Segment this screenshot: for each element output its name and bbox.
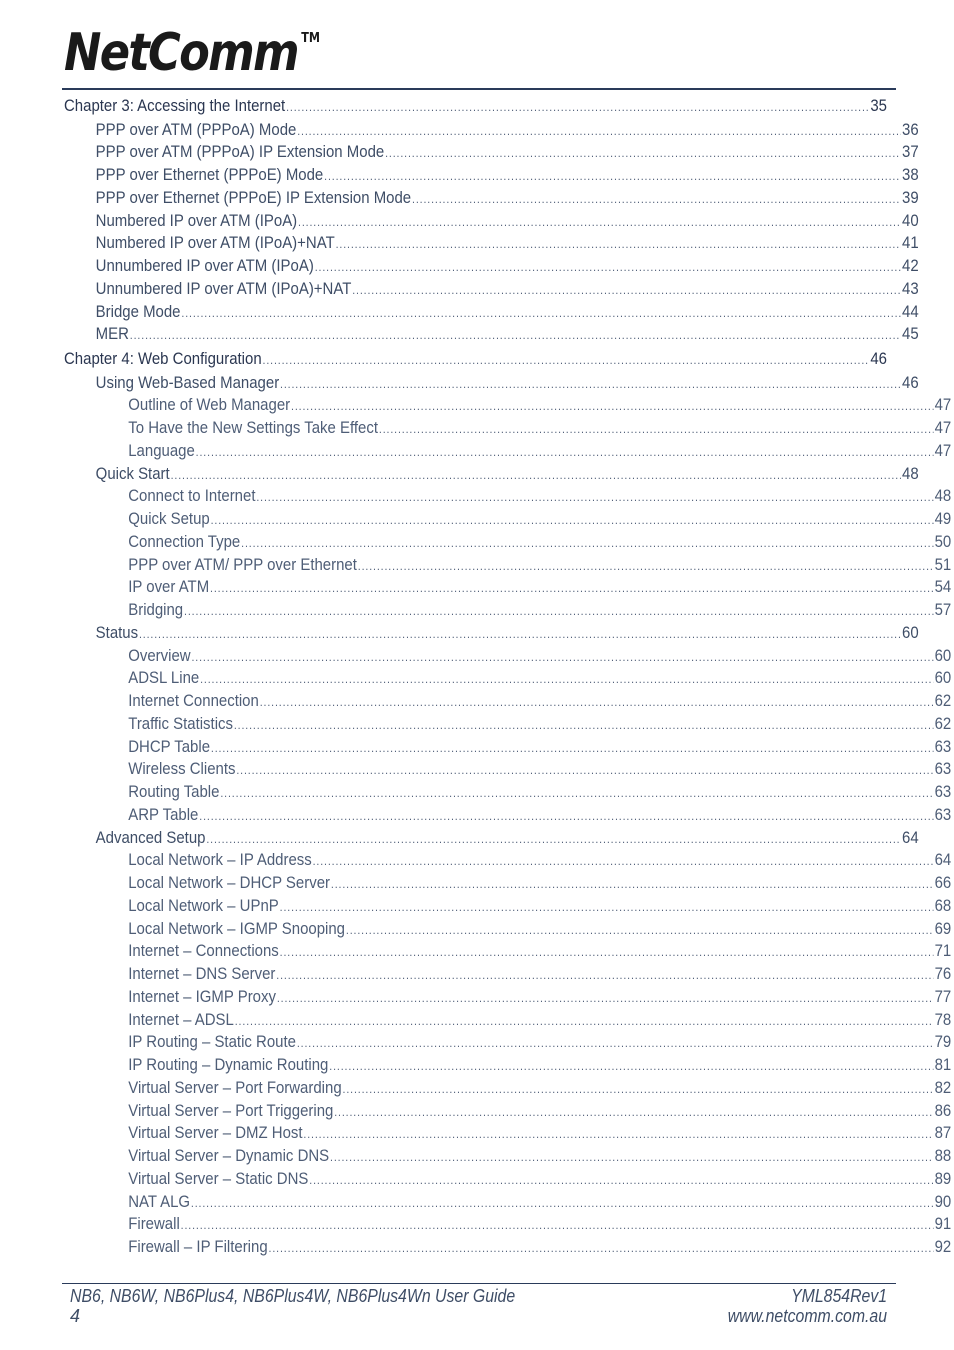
toc-leader-dots xyxy=(336,233,902,256)
toc-entry-page: 35 xyxy=(870,96,887,115)
toc-leader-dots xyxy=(334,1101,933,1124)
toc-entry[interactable] xyxy=(64,804,951,827)
toc-entry-page: 47 xyxy=(934,395,952,415)
toc-entry-title: Local Network – DHCP Server xyxy=(128,873,331,892)
toc-entry-title: Bridge Mode xyxy=(95,301,181,321)
toc-leader-dots xyxy=(276,964,933,987)
toc-entry[interactable] xyxy=(64,164,919,187)
toc-entry-page: 77 xyxy=(934,986,952,1006)
toc-entry-page: 82 xyxy=(934,1077,952,1097)
toc-leader-dots xyxy=(297,120,901,143)
toc-entry[interactable] xyxy=(64,372,919,395)
toc-entry[interactable] xyxy=(64,301,919,324)
toc-leader-dots xyxy=(286,95,869,121)
toc-chapter-entry[interactable] xyxy=(64,93,887,119)
toc-entry[interactable] xyxy=(64,667,951,690)
toc-entry[interactable] xyxy=(64,1122,951,1145)
toc-entry[interactable] xyxy=(64,440,951,463)
footer-rule xyxy=(62,1283,896,1284)
toc-entry-title: Firewall – IP Filtering xyxy=(128,1237,268,1256)
toc-leader-dots xyxy=(330,1146,934,1169)
toc-entry[interactable] xyxy=(64,232,919,255)
toc-entry[interactable] xyxy=(64,554,951,577)
toc-entry-title: PPP over ATM (PPPoA) IP Extension Mode xyxy=(95,142,385,162)
toc-entry-title: Firewall xyxy=(128,1214,180,1234)
toc-entry-title: Local Network – IP Address xyxy=(128,850,312,870)
toc-leader-dots xyxy=(211,737,934,760)
toc-entry-page: 62 xyxy=(934,691,952,710)
toc-entry[interactable] xyxy=(64,141,919,164)
toc-entry[interactable] xyxy=(64,645,951,668)
toc-entry[interactable] xyxy=(64,1009,951,1032)
toc-entry-page: 64 xyxy=(902,827,919,847)
toc-entry-title: IP Routing – Static Route xyxy=(128,1032,296,1052)
toc-entry-title: Virtual Server – Port Forwarding xyxy=(128,1077,342,1097)
toc-leader-dots xyxy=(343,1078,934,1101)
toc-entry-title: Virtual Server – Port Triggering xyxy=(128,1100,334,1120)
toc-leader-dots xyxy=(256,486,933,509)
toc-entry[interactable] xyxy=(64,622,919,645)
toc-leader-dots xyxy=(280,373,901,396)
toc-entry-page: 45 xyxy=(902,324,919,344)
toc-leader-dots xyxy=(130,324,901,347)
toc-leader-dots xyxy=(329,1055,933,1078)
toc-entry-title: ARP Table xyxy=(128,804,199,824)
toc-entry-title: Traffic Statistics xyxy=(128,713,233,733)
footer-doc-code: YML854Rev1 xyxy=(791,1286,887,1306)
toc-leader-dots xyxy=(191,646,933,669)
toc-entry-page: 43 xyxy=(902,278,919,298)
toc-entry[interactable] xyxy=(64,210,919,233)
toc-entry-page: 63 xyxy=(934,736,952,756)
toc-leader-dots xyxy=(298,211,901,234)
toc-entry-page: 39 xyxy=(902,187,919,207)
toc-leader-dots xyxy=(191,1192,934,1215)
toc-entry-page: 86 xyxy=(934,1100,952,1120)
toc-entry-title: Internet – DNS Server xyxy=(128,964,276,983)
toc-entry-title: Connect to Internet xyxy=(128,486,256,506)
toc-entry-title: Unnumbered IP over ATM (IPoA)+NAT xyxy=(95,278,352,298)
toc-leader-dots xyxy=(412,188,901,211)
toc-entry-title: Routing Table xyxy=(128,782,220,801)
toc-leader-dots xyxy=(200,668,934,691)
toc-entry-title: IP over ATM xyxy=(128,577,210,597)
toc-entry-page: 44 xyxy=(902,301,919,321)
toc-leader-dots xyxy=(199,805,933,828)
toc-entry-page: 81 xyxy=(934,1055,952,1074)
toc-entry[interactable] xyxy=(64,758,951,781)
toc-entry-page: 47 xyxy=(934,440,952,460)
toc-entry-page: 88 xyxy=(934,1146,952,1165)
toc-entry-title: Internet Connection xyxy=(128,691,259,710)
toc-entry-page: 54 xyxy=(934,577,952,597)
toc-entry-title: NAT ALG xyxy=(128,1191,191,1211)
toc-entry-page: 68 xyxy=(934,895,952,915)
footer-page-number: 4 xyxy=(70,1306,81,1326)
toc-leader-dots xyxy=(352,279,901,302)
toc-leader-dots xyxy=(303,1123,933,1146)
toc-leader-dots xyxy=(139,623,901,646)
toc-leader-dots xyxy=(280,941,934,964)
toc-entry-page: 69 xyxy=(934,918,952,938)
netcomm-logo xyxy=(64,22,320,84)
toc-entry-title: IP Routing – Dynamic Routing xyxy=(128,1055,329,1074)
toc-entry[interactable] xyxy=(64,119,919,142)
toc-entry[interactable] xyxy=(64,713,951,736)
toc-entry-title: Unnumbered IP over ATM (IPoA) xyxy=(95,256,314,275)
toc-leader-dots xyxy=(309,1169,933,1192)
toc-entry-title: Wireless Clients xyxy=(128,759,236,779)
toc-entry-page: 47 xyxy=(934,418,952,437)
toc-entry[interactable] xyxy=(64,1236,951,1259)
toc-leader-dots xyxy=(181,302,901,325)
toc-entry-page: 87 xyxy=(934,1123,952,1143)
toc-entry[interactable] xyxy=(64,918,951,941)
toc-entry[interactable] xyxy=(64,690,951,713)
toc-entry-title: PPP over Ethernet (PPPoE) Mode xyxy=(95,165,324,184)
toc-entry-page: 49 xyxy=(934,509,952,528)
toc-entry-page: 46 xyxy=(902,372,919,392)
toc-entry[interactable] xyxy=(64,849,951,872)
toc-entry-page: 90 xyxy=(934,1191,952,1211)
toc-entry-title: Overview xyxy=(128,645,191,665)
toc-entry-page: 60 xyxy=(934,668,952,688)
toc-entry-page: 92 xyxy=(934,1237,952,1256)
toc-entry[interactable] xyxy=(64,1145,951,1168)
toc-entry[interactable] xyxy=(64,963,951,986)
toc-entry-page: 78 xyxy=(934,1009,952,1029)
toc-entry[interactable] xyxy=(64,1191,951,1214)
toc-leader-dots xyxy=(234,714,934,737)
toc-leader-dots xyxy=(297,1032,934,1055)
toc-entry-page: 71 xyxy=(934,941,952,961)
toc-entry-page: 36 xyxy=(902,119,919,139)
toc-entry-title: Advanced Setup xyxy=(95,827,206,847)
toc-leader-dots xyxy=(220,782,933,805)
footer-website: www.netcomm.com.au xyxy=(727,1306,887,1326)
toc-entry[interactable] xyxy=(64,599,951,622)
toc-leader-dots xyxy=(211,509,934,532)
toc-entry-title: Using Web-Based Manager xyxy=(95,372,280,392)
toc-entry-title: PPP over ATM (PPPoA) Mode xyxy=(95,119,297,139)
toc-entry[interactable] xyxy=(64,394,951,417)
toc-entry-page: 38 xyxy=(902,165,919,184)
toc-entry-page: 79 xyxy=(934,1032,952,1052)
toc-leader-dots xyxy=(358,555,934,578)
toc-entry[interactable] xyxy=(64,1031,951,1054)
toc-entry[interactable] xyxy=(64,576,951,599)
toc-leader-dots xyxy=(210,577,934,600)
toc-leader-dots xyxy=(206,828,901,851)
toc-entry-page: 89 xyxy=(934,1168,952,1188)
toc-entry-page: 50 xyxy=(934,531,952,551)
toc-entry-page: 60 xyxy=(934,645,952,665)
toc-entry-title: Outline of Web Manager xyxy=(128,395,291,415)
toc-entry-page: 37 xyxy=(902,142,919,162)
toc-entry-page: 64 xyxy=(934,850,952,870)
toc-entry-title: Internet – IGMP Proxy xyxy=(128,986,276,1006)
toc-entry-title: Virtual Server – Static DNS xyxy=(128,1168,309,1188)
toc-entry-title: Internet – Connections xyxy=(128,941,279,961)
toc-chapter-entry[interactable] xyxy=(64,346,887,372)
toc-entry-title: Local Network – UPnP xyxy=(128,895,279,915)
toc-leader-dots xyxy=(291,395,934,418)
toc-entry[interactable] xyxy=(64,1100,951,1123)
header-rule xyxy=(62,88,896,90)
toc-leader-dots xyxy=(196,441,934,464)
toc-entry-page: 41 xyxy=(902,233,919,253)
toc-entry[interactable] xyxy=(64,872,951,895)
toc-leader-dots xyxy=(313,850,934,873)
toc-entry-page: 51 xyxy=(934,554,952,574)
toc-entry[interactable] xyxy=(64,508,951,531)
toc-leader-dots xyxy=(181,1214,934,1237)
toc-entry[interactable] xyxy=(64,1168,951,1191)
toc-entry-title: PPP over ATM/ PPP over Ethernet xyxy=(128,554,357,574)
toc-leader-dots xyxy=(385,142,901,165)
toc-entry-page: 63 xyxy=(934,804,952,824)
toc-entry-title: Status xyxy=(95,622,139,642)
toc-leader-dots xyxy=(263,348,870,374)
toc-entry-page: 40 xyxy=(902,210,919,230)
toc-entry[interactable] xyxy=(64,323,919,346)
toc-entry-title: MER xyxy=(95,324,129,344)
toc-entry[interactable] xyxy=(64,485,951,508)
logo-trademark: TM xyxy=(301,31,321,46)
toc-entry[interactable] xyxy=(64,940,951,963)
toc-leader-dots xyxy=(277,987,934,1010)
toc-leader-dots xyxy=(379,418,934,441)
toc-leader-dots xyxy=(260,691,934,714)
toc-entry-title: Chapter 3: Accessing the Internet xyxy=(64,96,286,115)
toc-entry-title: To Have the New Settings Take Effect xyxy=(128,418,378,437)
toc-entry-title: Connection Type xyxy=(128,531,241,551)
toc-entry-page: 66 xyxy=(934,873,952,892)
toc-entry[interactable] xyxy=(64,187,919,210)
toc-entry-page: 63 xyxy=(934,759,952,779)
toc-entry[interactable] xyxy=(64,1077,951,1100)
toc-entry-title: Quick Setup xyxy=(128,509,210,528)
toc-entry-title: PPP over Ethernet (PPPoE) IP Extension Mode xyxy=(95,187,412,207)
toc-entry-page: 42 xyxy=(902,256,919,275)
toc-entry-title: DHCP Table xyxy=(128,736,211,756)
toc-entry-title: Virtual Server – Dynamic DNS xyxy=(128,1146,330,1165)
toc-leader-dots xyxy=(346,919,934,942)
toc-entry-page: 57 xyxy=(934,600,952,619)
toc-entry-title: Internet – ADSL xyxy=(128,1009,234,1029)
toc-leader-dots xyxy=(331,873,934,896)
toc-entry[interactable] xyxy=(64,1054,951,1077)
toc-entry[interactable] xyxy=(64,827,919,850)
toc-entry[interactable] xyxy=(64,417,951,440)
toc-entry[interactable] xyxy=(64,531,951,554)
logo-text: NetComm xyxy=(64,23,298,83)
toc-leader-dots xyxy=(324,165,901,188)
toc-entry-title: Chapter 4: Web Configuration xyxy=(64,349,262,368)
footer-guide-title: NB6, NB6W, NB6Plus4, NB6Plus4W, NB6Plus4Wn User Guide xyxy=(70,1286,516,1306)
toc-entry-page: 46 xyxy=(870,349,887,368)
toc-leader-dots xyxy=(184,600,934,623)
toc-leader-dots xyxy=(269,1237,934,1260)
toc-entry-page: 48 xyxy=(902,463,919,483)
toc-entry[interactable] xyxy=(64,781,951,804)
toc-entry[interactable] xyxy=(64,463,919,486)
toc-entry-page: 91 xyxy=(934,1214,952,1234)
toc-leader-dots xyxy=(241,532,934,555)
toc-entry-title: Local Network – IGMP Snooping xyxy=(128,918,346,938)
toc-entry-page: 63 xyxy=(934,782,952,801)
toc-entry-page: 60 xyxy=(902,622,919,642)
toc-entry-title: Quick Start xyxy=(95,463,170,483)
toc-leader-dots xyxy=(315,256,901,279)
toc-entry[interactable] xyxy=(64,255,919,278)
table-of-contents xyxy=(64,93,952,1259)
toc-leader-dots xyxy=(235,1010,934,1033)
toc-entry[interactable] xyxy=(64,736,951,759)
toc-entry-page: 62 xyxy=(934,713,952,733)
toc-entry-title: Bridging xyxy=(128,600,184,619)
toc-entry[interactable] xyxy=(64,986,951,1009)
toc-entry-title: Numbered IP over ATM (IPoA) xyxy=(95,210,298,230)
toc-leader-dots xyxy=(280,896,934,919)
toc-entry-title: ADSL Line xyxy=(128,668,200,688)
toc-leader-dots xyxy=(236,759,933,782)
toc-entry[interactable] xyxy=(64,278,919,301)
toc-entry-title: Virtual Server – DMZ Host xyxy=(128,1123,303,1143)
toc-entry-title: Language xyxy=(128,440,195,460)
toc-leader-dots xyxy=(171,464,902,487)
toc-entry-page: 48 xyxy=(934,486,952,506)
toc-entry-title: Numbered IP over ATM (IPoA)+NAT xyxy=(95,233,335,253)
toc-entry[interactable] xyxy=(64,895,951,918)
toc-entry-page: 76 xyxy=(934,964,952,983)
toc-entry[interactable] xyxy=(64,1213,951,1236)
